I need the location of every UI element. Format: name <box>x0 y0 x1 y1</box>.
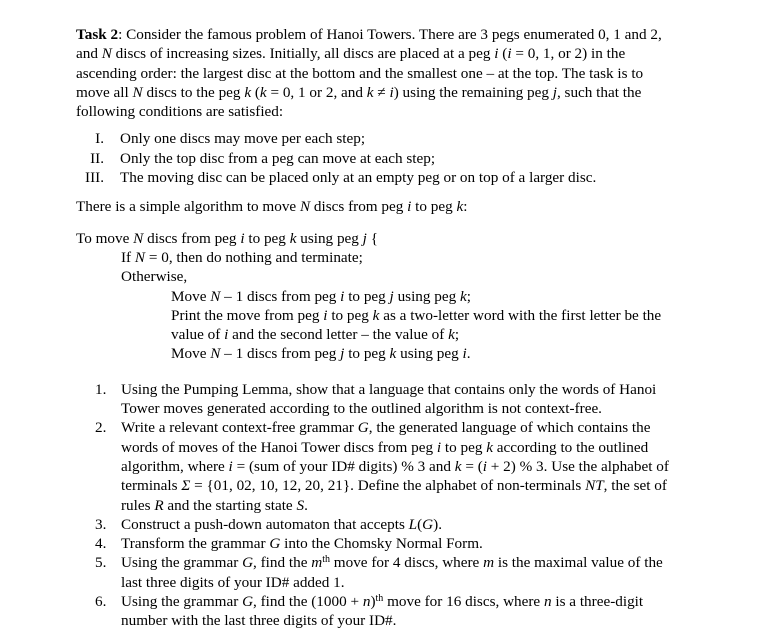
algo-line: Otherwise, <box>121 268 188 286</box>
algo-line: Print the move from peg i to peg k as a two-letter word with the first letter be the <box>171 306 662 324</box>
intro-line-4: move all N discs to the peg k (k = 0, 1 or 2, and k ≠ i) using the remaining peg j, such that the <box>76 83 642 101</box>
algo-line: value of i and the second letter – the value of k; <box>171 326 460 344</box>
algorithm-intro: There is a simple algorithm to move N discs from peg i to peg k: <box>76 198 468 216</box>
condition-item: III. The moving disc can be placed only at an empty peg or on top of a larger disc. <box>85 169 597 187</box>
algo-line: Move N – 1 discs from peg j to peg k using peg i. <box>171 345 471 363</box>
task-item: 3. Construct a push-down automaton that accepts L(G). <box>95 515 442 533</box>
task-document <box>76 25 702 631</box>
tasks-list <box>76 380 702 631</box>
task-item: 5. Using the grammar G, find the $m^{th}$ move for 4 discs, where m is the maximal value of the last three digits of your ID# added 1. <box>95 554 663 591</box>
condition-item: II. Only the top disc from a peg can move at each step; <box>90 149 436 167</box>
task-item: 6. Using the grammar G, find the $(1000 + n)^{th}$ move for 16 discs, where n is a three-digit number with the last three digits of your ID#. <box>95 593 644 630</box>
task-item: 1. Using the Pumping Lemma, show that a language that contains only the words of Hanoi Tower moves generated according to the outlined algorithm is not context-free. <box>95 380 657 418</box>
conditions-list <box>76 129 702 187</box>
algo-line: If N = 0, then do nothing and terminate; <box>121 248 363 266</box>
intro-line-2: and N discs of increasing sizes. Initially, all discs are placed at a peg i (i = 0, 1, or 2) in the <box>76 45 626 63</box>
algo-line: Move N – 1 discs from peg i to peg j using peg k; <box>171 287 471 305</box>
intro-line-3: ascending order: the largest disc at the bottom and the smallest one – at the top. The task is to <box>76 64 644 82</box>
task-label: Task 2 <box>76 26 119 43</box>
task-intro <box>76 25 702 121</box>
task-item: 4. Transform the grammar G into the Chomsky Normal Form. <box>95 535 483 553</box>
condition-item: I. Only one discs may move per each step; <box>95 130 366 148</box>
algo-line: To move N discs from peg i to peg k using peg j { <box>76 229 378 247</box>
task-item: 2. Write a relevant context-free grammar G, the generated language of which contains the words of moves of the Hanoi Tower discs from peg i to peg k according to the outlined algorithm, where i = (sum of your ID# digits) % 3 and k = (i + 2) % 3. Use the alphabet of terminals Σ = {01, 02, 10, 12, 20, 21}. Define the alphabet of non-terminals NT, the set of rules R and the starting state S. <box>95 419 669 514</box>
intro-line-1: Task 2: Consider the famous problem of Hanoi Towers. There are 3 pegs enumerated 0, 1 and 2, <box>76 26 662 43</box>
intro-line-5: following conditions are satisfied: <box>76 103 284 121</box>
algorithm-block <box>76 229 702 364</box>
